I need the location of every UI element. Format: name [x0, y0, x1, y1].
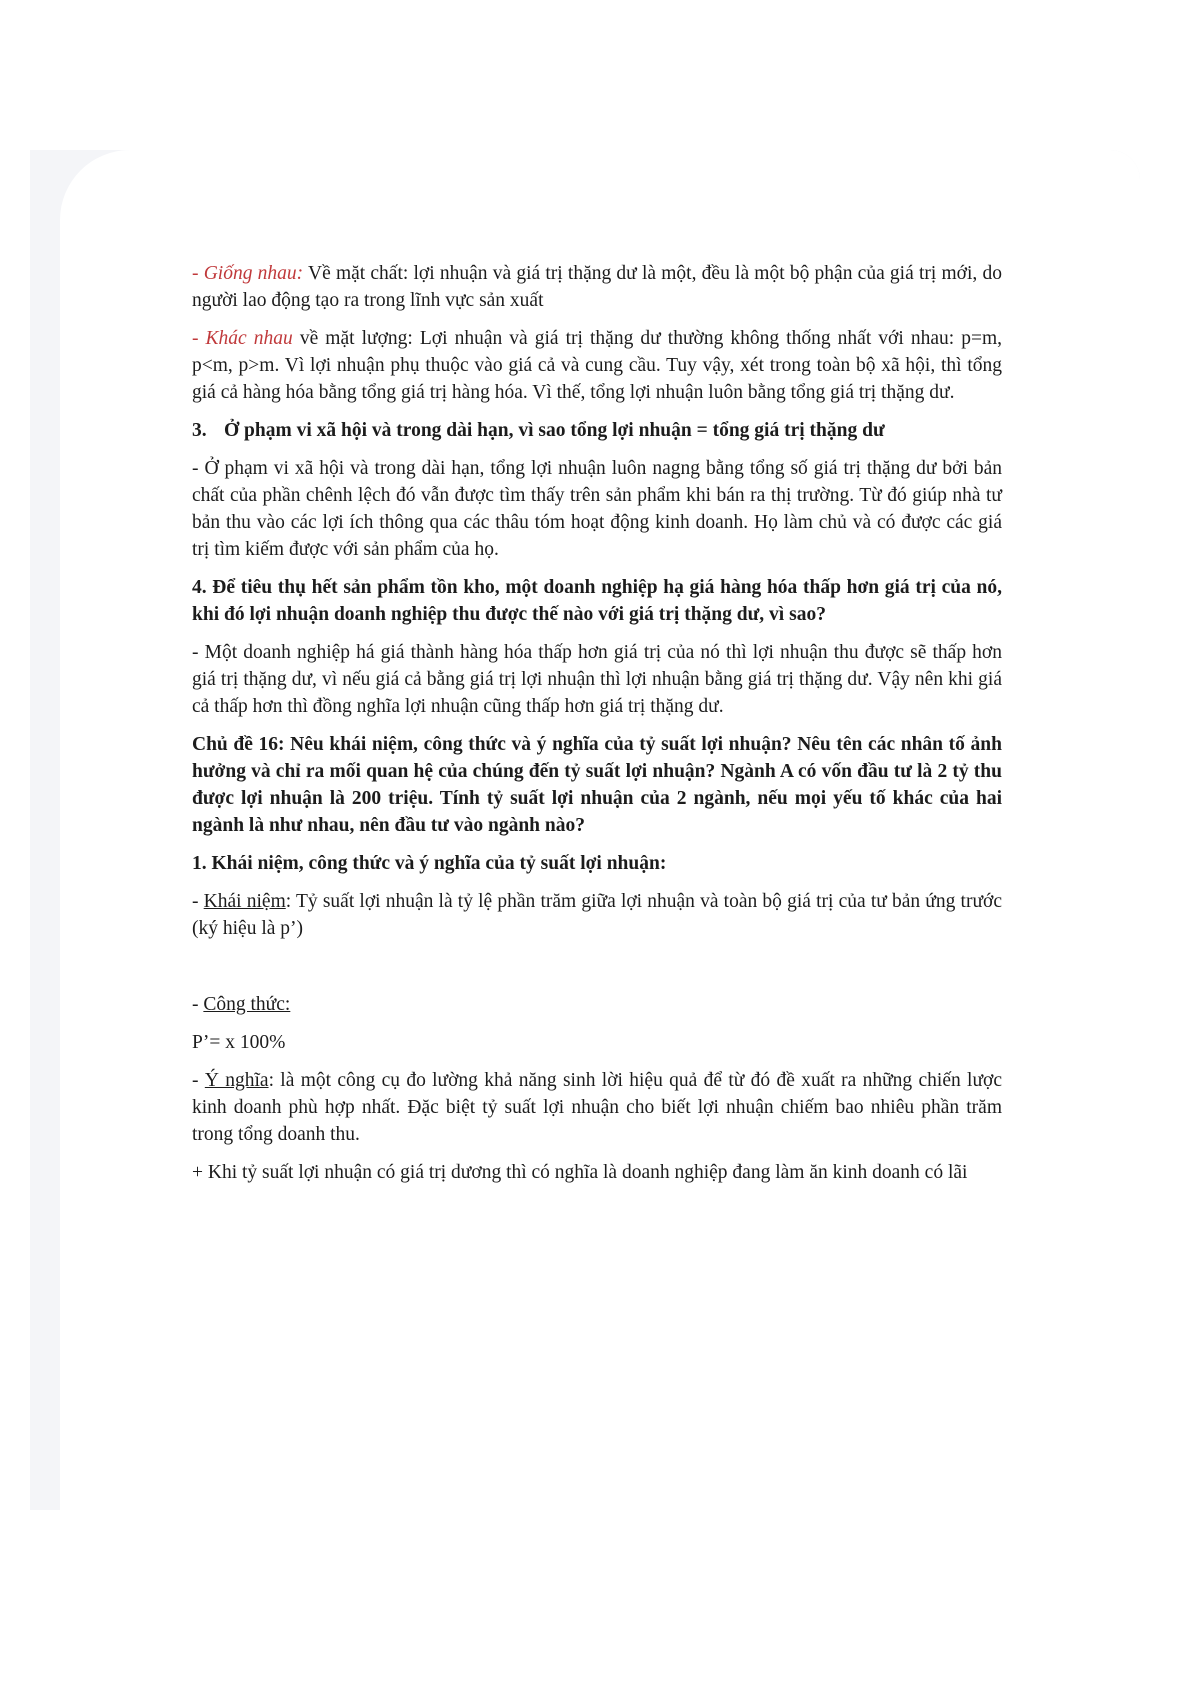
similarity-paragraph [192, 260, 1002, 314]
difference-paragraph [192, 325, 1002, 406]
question-3-answer: - Ở phạm vi xã hội và trong dài hạn, tổng lợi nhuận luôn nagng bằng tổng số giá trị thặng dư bởi bản chất của phần chênh lệch đó vẫn được tìm thấy trên sản phẩm khi bán ra thị trường. Từ đó giúp nhà tư bản thu vào các lợi ích thông qua các thâu tóm hoạt động kinh doanh. Họ làm chủ và có được các giá trị tìm kiếm được với sản phẩm của họ. [192, 458, 1002, 560]
formula-prefix: - [192, 994, 204, 1015]
concept-paragraph [192, 888, 1002, 942]
question-3-heading [192, 417, 1002, 444]
formula-label-paragraph [192, 991, 1002, 1018]
document-content [192, 260, 1002, 1197]
topic-16-heading: Chủ đề 16: Nêu khái niệm, công thức và ý nghĩa của tỷ suất lợi nhuận? Nêu tên các nhân tố ảnh hưởng và chỉ ra mối quan hệ của chúng đến tỷ suất lợi nhuận? Ngành A có vốn đầu tư là 2 tỷ thu được lợi nhuận là 200 triệu. Tính tỷ suất lợi nhuận của 2 ngành, nếu mọi yếu tố khác của hai ngành là như nhau, nên đầu tư vào ngành nào? [192, 734, 1002, 836]
meaning-text: : là một công cụ đo lường khả năng sinh lời hiệu quả để từ đó đề xuất ra những chiến lược kinh doanh phù hợp nhất. Đặc biệt tỷ suất lợi nhuận cho biết lợi nhuận chiếm bao nhiêu phần trăm trong tổng doanh thu. [192, 1070, 1002, 1145]
formula-expression: P’= x 100% [192, 1032, 286, 1053]
question-3-text: Ở phạm vi xã hội và trong dài hạn, vì sao tổng lợi nhuận = tổng giá trị thặng dư [224, 420, 885, 441]
blank-space [192, 953, 1002, 991]
formula-label: Công thức: [203, 994, 291, 1015]
concept-text: : Tỷ suất lợi nhuận là tỷ lệ phần trăm giữa lợi nhuận và toàn bộ giá trị của tư bản ứng trước (ký hiệu là p’) [192, 891, 1002, 939]
meaning-label: Ý nghĩa [204, 1070, 269, 1091]
section-1-heading: 1. Khái niệm, công thức và ý nghĩa của tỷ suất lợi nhuận: [192, 853, 667, 874]
difference-text: về mặt lượng: Lợi nhuận và giá trị thặng dư thường không thống nhất với nhau: p=m, p<m, p>m. Vì lợi nhuận phụ thuộc vào giá cả và cung cầu. Tuy vậy, xét trong toàn bộ xã hội, thì tổng giá cả hàng hóa bằng tổng giá trị hàng hóa. Vì thế, tổng lợi nhuận luôn bằng tổng giá trị thặng dư. [192, 328, 1002, 403]
positive-profit-paragraph: + Khi tỷ suất lợi nhuận có giá trị dương thì có nghĩa là doanh nghiệp đang làm ăn kinh doanh có lãi [192, 1162, 968, 1183]
similarity-text: Về mặt chất: lợi nhuận và giá trị thặng dư là một, đều là một bộ phận của giá trị mới, do người lao động tạo ra trong lĩnh vực sản xuất [192, 263, 1002, 311]
meaning-paragraph [192, 1067, 1002, 1148]
question-4-heading: 4. Để tiêu thụ hết sản phẩm tồn kho, một doanh nghiệp hạ giá hàng hóa thấp hơn giá trị của nó, khi đó lợi nhuận doanh nghiệp thu được thế nào với giá trị thặng dư, vì sao? [192, 577, 1002, 625]
concept-label: Khái niệm [203, 891, 286, 912]
question-4-answer: - Một doanh nghiệp há giá thành hàng hóa thấp hơn giá trị của nó thì lợi nhuận thu được sẽ thấp hơn giá trị thặng dư, vì nếu giá cả bằng giá trị lợi nhuận thì lợi nhuận bằng giá trị thặng dư. Vậy nên khi giá cả thấp hơn thì đồng nghĩa lợi nhuận cũng thấp hơn giá trị thặng dư. [192, 642, 1002, 717]
concept-prefix: - [192, 891, 204, 912]
question-3-number: 3. [192, 420, 207, 441]
similarity-label: - Giống nhau: [192, 263, 304, 284]
difference-label: - Khác nhau [192, 328, 293, 349]
meaning-prefix: - [192, 1070, 205, 1091]
